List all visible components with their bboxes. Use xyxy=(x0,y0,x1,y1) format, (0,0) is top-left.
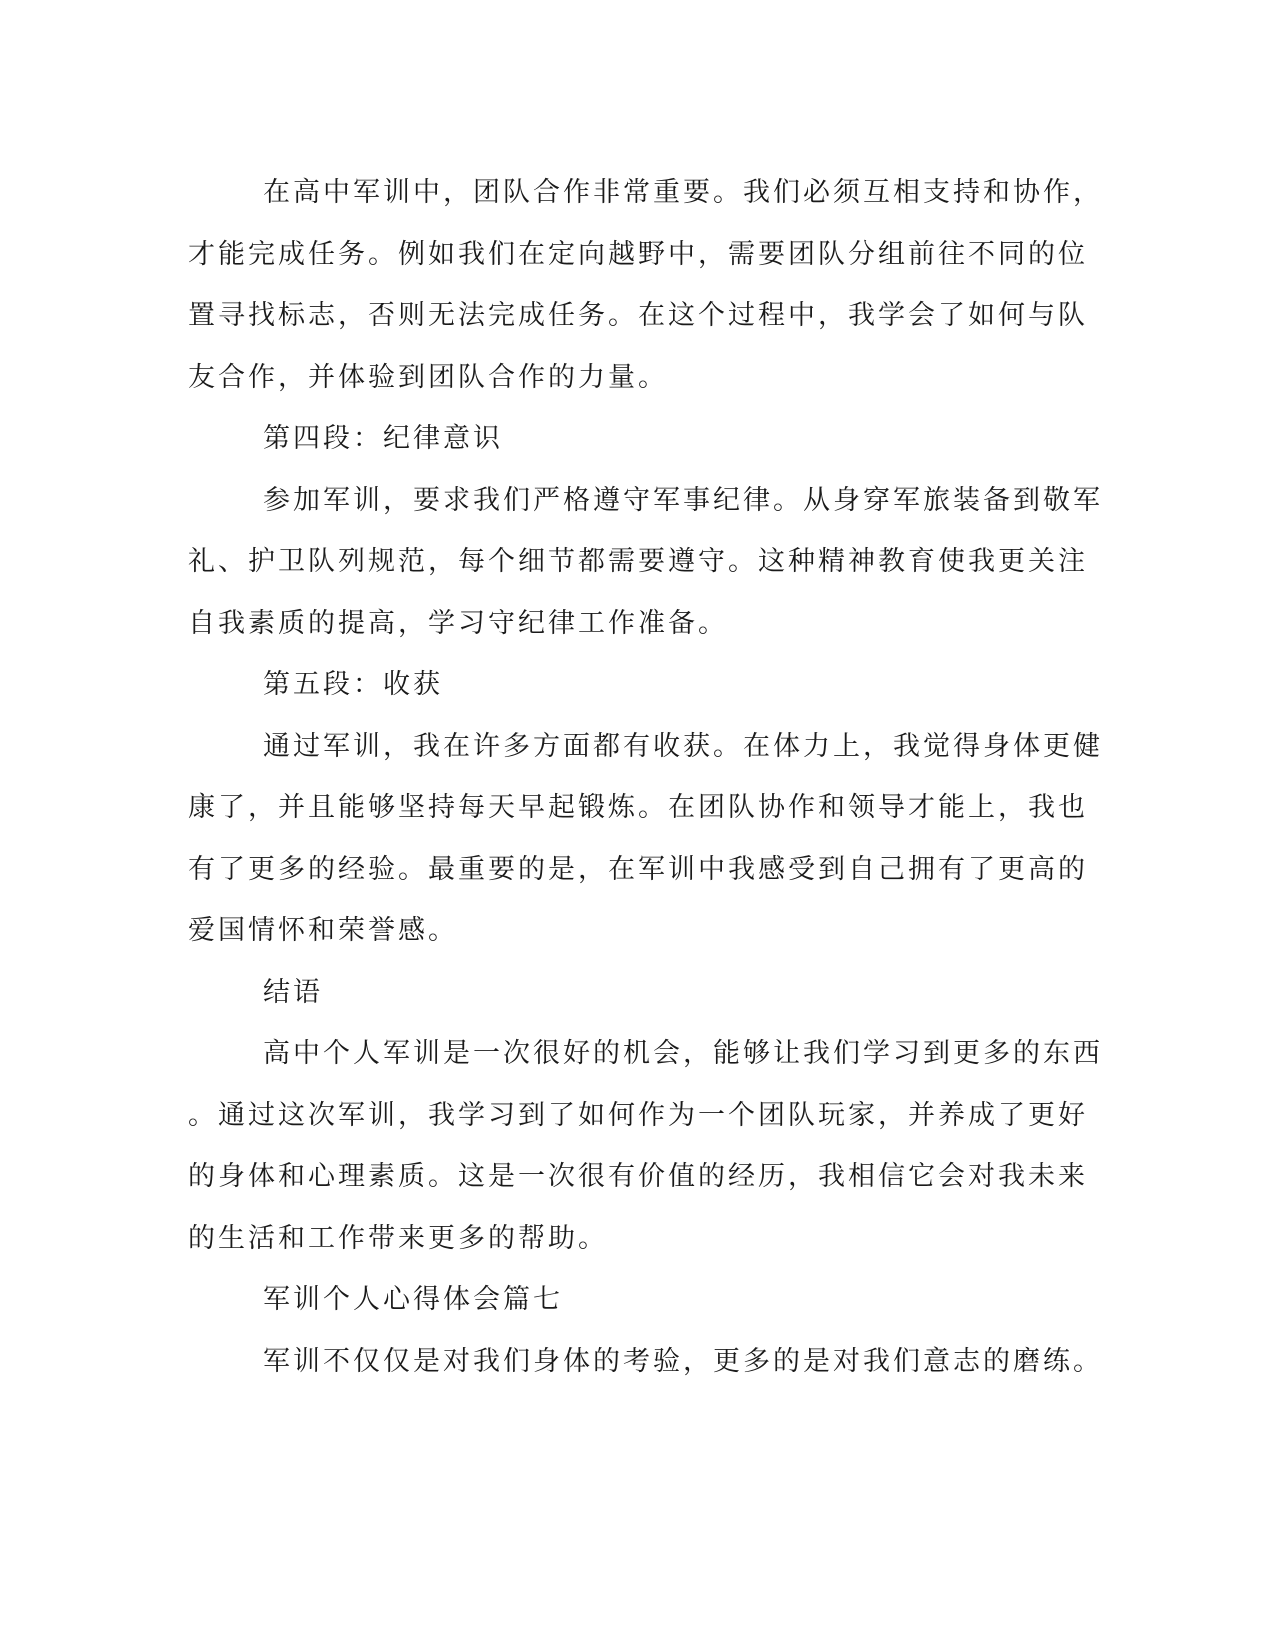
section-heading-harvest: 第五段：收获 xyxy=(263,669,443,700)
paragraph-harvest-line-3: 有了更多的经验。最重要的是，在军训中我感受到自己拥有了更高的 xyxy=(188,853,1088,885)
paragraph-conclusion-line-1: 高中个人军训是一次很好的机会，能够让我们学习到更多的东西 xyxy=(263,1038,1103,1069)
paragraph-harvest-line-2: 康了，并且能够坚持每天早起锻炼。在团队协作和领导才能上，我也 xyxy=(188,792,1088,823)
paragraph-part-seven-line-1: 军训不仅仅是对我们身体的考验，更多的是对我们意志的磨练。 xyxy=(263,1345,1103,1377)
paragraph-discipline-line-3: 自我素质的提高，学习守纪律工作准备。 xyxy=(188,607,728,639)
paragraph-teamwork-line-1: 在高中军训中，团队合作非常重要。我们必须互相支持和协作， xyxy=(263,177,1103,208)
section-heading-conclusion: 结语 xyxy=(263,976,323,1008)
paragraph-conclusion-line-2: 。通过这次军训，我学习到了如何作为一个团队玩家，并养成了更好 xyxy=(188,1099,1088,1131)
paragraph-harvest-line-1: 通过军训，我在许多方面都有收获。在体力上，我觉得身体更健 xyxy=(263,730,1103,762)
article-title-part-seven: 军训个人心得体会篇七 xyxy=(263,1284,563,1315)
paragraph-teamwork-line-2: 才能完成任务。例如我们在定向越野中，需要团队分组前往不同的位 xyxy=(188,238,1088,270)
paragraph-teamwork-line-4: 友合作，并体验到团队合作的力量。 xyxy=(188,361,668,393)
paragraph-discipline-line-2: 礼、护卫队列规范，每个细节都需要遵守。这种精神教育使我更关注 xyxy=(188,546,1088,577)
paragraph-conclusion-line-4: 的生活和工作带来更多的帮助。 xyxy=(188,1222,608,1254)
section-heading-discipline: 第四段：纪律意识 xyxy=(263,423,503,454)
paragraph-discipline-line-1: 参加军训，要求我们严格遵守军事纪律。从身穿军旅装备到敬军 xyxy=(263,484,1103,516)
paragraph-harvest-line-4: 爱国情怀和荣誉感。 xyxy=(188,915,458,946)
paragraph-teamwork-line-3: 置寻找标志，否则无法完成任务。在这个过程中，我学会了如何与队 xyxy=(188,300,1088,331)
paragraph-conclusion-line-3: 的身体和心理素质。这是一次很有价值的经历，我相信它会对我未来 xyxy=(188,1161,1088,1192)
document-body xyxy=(188,162,1103,1392)
